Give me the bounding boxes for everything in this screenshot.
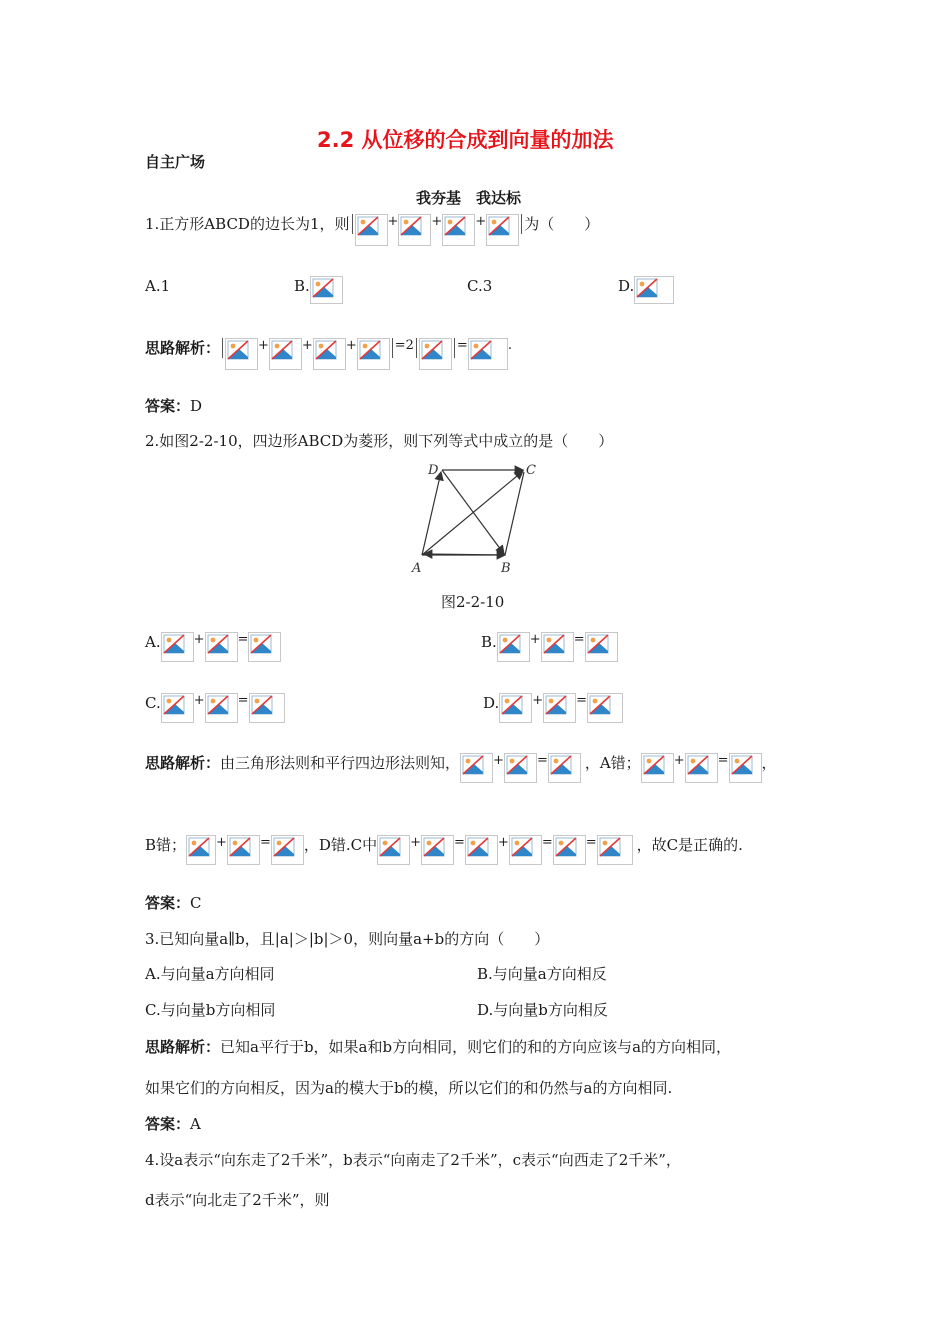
- broken-image-icon: [205, 632, 238, 662]
- figure-caption: 图2-2-10: [441, 593, 505, 611]
- q1-option-b: [294, 276, 343, 304]
- q2-option-c: C. + =: [145, 693, 285, 723]
- q2-answer: [145, 893, 202, 913]
- broken-image-icon: [465, 835, 498, 865]
- q3-option-b: B.与向量a方向相反: [477, 965, 607, 983]
- broken-image-icon: [553, 835, 586, 865]
- abs-bar: [352, 214, 353, 234]
- broken-image-icon: [225, 338, 258, 370]
- answer-value: C: [190, 894, 202, 912]
- broken-image-icon: [269, 338, 302, 370]
- q2-option-b-label: B.: [481, 633, 497, 651]
- broken-image-icon: [729, 753, 762, 783]
- answer-label: 答案：: [145, 397, 191, 415]
- broken-image-icon: [497, 632, 530, 662]
- q1-stem: 1.正方形ABCD的边长为1，则 + + + 为（ ）: [145, 214, 599, 246]
- broken-image-icon: [442, 214, 475, 246]
- q2-b-wrong: B错；: [145, 836, 187, 854]
- q2-option-d-label: D.: [483, 694, 500, 712]
- label-c: C: [526, 463, 536, 478]
- broken-image-icon: [161, 632, 194, 662]
- q4-line1: 4.设a表示“向东走了2千米”，b表示“向南走了2千米”，c表示“向西走了2千米”，: [145, 1151, 681, 1169]
- q3-answer: [145, 1114, 201, 1134]
- abs-bar: [416, 338, 417, 358]
- broken-image-icon: [468, 338, 508, 370]
- label-d: D: [428, 463, 439, 478]
- q1-stem-prefix: 1.正方形ABCD的边长为1，则: [145, 215, 350, 233]
- broken-image-icon: [398, 214, 431, 246]
- broken-image-icon: [205, 693, 238, 723]
- answer-label: 答案：: [145, 1115, 191, 1133]
- analysis-label: 思路解析：: [145, 1038, 221, 1056]
- broken-image-icon: [271, 835, 304, 865]
- q1-option-c: C.3: [467, 277, 493, 295]
- q2-option-d: D. + =: [483, 693, 623, 723]
- label-a: A: [412, 561, 422, 575]
- q2-option-c-label: C.: [145, 694, 161, 712]
- broken-image-icon: [585, 632, 618, 662]
- q3-analysis-text1: 已知a平行于b，如果a和b方向相同，则它们的和的方向应该与a的方向相同，: [220, 1038, 732, 1056]
- analysis-equals-2: =2: [394, 338, 414, 353]
- q3-option-d: D.与向量b方向相反: [477, 1001, 608, 1019]
- section-heading: 自主广场: [145, 153, 206, 171]
- abs-bar: [521, 214, 522, 234]
- q2-d-wrong: ，D错.C中: [303, 836, 378, 854]
- answer-label: 答案：: [145, 894, 191, 912]
- q2-option-a-label: A.: [145, 633, 161, 651]
- q1-analysis: 思路解析： + + + =2 = .: [145, 338, 512, 370]
- q2-analysis-text: 由三角形法则和平行四边形法则知，: [220, 754, 461, 772]
- broken-image-icon: [541, 632, 574, 662]
- broken-image-icon: [419, 338, 452, 370]
- q2-conclusion: ，故C是正确的.: [636, 836, 743, 854]
- answer-value: A: [190, 1115, 201, 1133]
- q1-option-d-label: D.: [618, 277, 635, 295]
- q1-answer: [145, 396, 202, 416]
- q3-stem: 3.已知向量a∥b，且|a|＞|b|＞0，则向量a+b的方向（ ）: [145, 930, 550, 948]
- abs-bar: [222, 338, 223, 358]
- q3-analysis-line2: 如果它们的方向相反，因为a的模大于b的模，所以它们的和仍然与a的方向相同.: [145, 1079, 673, 1097]
- q2-analysis-line1: 思路解析： 由三角形法则和平行四边形法则知， + = ，A错； + = ，: [145, 753, 777, 783]
- broken-image-icon: [587, 693, 623, 723]
- subheading: 我夯基 我达标: [416, 189, 522, 207]
- broken-image-icon: [248, 632, 281, 662]
- q2-option-b: B. + =: [481, 632, 618, 662]
- q2-option-a: A. + =: [145, 632, 281, 662]
- q2-stem: 2.如图2-2-10，四边形ABCD为菱形，则下列等式中成立的是（ ）: [145, 432, 614, 450]
- answer-value: D: [190, 397, 203, 415]
- broken-image-icon: [509, 835, 542, 865]
- broken-image-icon: [504, 753, 537, 783]
- broken-image-icon: [543, 693, 576, 723]
- broken-image-icon: [460, 753, 493, 783]
- rhombus-diagram: [410, 460, 550, 575]
- broken-image-icon: [227, 835, 260, 865]
- broken-image-icon: [186, 835, 216, 865]
- q1-stem-suffix: 为（ ）: [524, 215, 600, 233]
- q1-option-d: [618, 276, 674, 304]
- q2-a-wrong: ，A错；: [584, 754, 641, 772]
- broken-image-icon: [641, 753, 674, 783]
- broken-image-icon: [634, 276, 674, 304]
- broken-image-icon: [486, 214, 519, 246]
- q4-line2: d表示“向北走了2千米”，则: [145, 1191, 330, 1209]
- q2-analysis-line2: B错； + = ，D错.C中 + = + = = ，故C是正确的.: [145, 835, 743, 865]
- broken-image-icon: [249, 693, 285, 723]
- broken-image-icon: [548, 753, 581, 783]
- q3-analysis-line1: [145, 1037, 731, 1057]
- abs-bar: [454, 338, 455, 358]
- edge-ad: [422, 472, 441, 555]
- page-title: 2.2 从位移的合成到向量的加法: [317, 128, 614, 152]
- analysis-label: 思路解析：: [145, 754, 221, 772]
- broken-image-icon: [161, 693, 194, 723]
- broken-image-icon: [597, 835, 633, 865]
- q3-option-a: A.与向量a方向相同: [145, 965, 275, 983]
- broken-image-icon: [357, 338, 390, 370]
- analysis-label: 思路解析：: [145, 339, 221, 357]
- broken-image-icon: [310, 276, 343, 304]
- edge-bc: [505, 472, 524, 555]
- broken-image-icon: [499, 693, 532, 723]
- broken-image-icon: [355, 214, 388, 246]
- broken-image-icon: [685, 753, 718, 783]
- q3-option-c: C.与向量b方向相同: [145, 1001, 276, 1019]
- q1-option-b-label: B.: [294, 277, 310, 295]
- q1-option-a: A.1: [145, 277, 171, 295]
- abs-bar: [392, 338, 393, 358]
- broken-image-icon: [377, 835, 410, 865]
- label-b: B: [501, 561, 511, 575]
- diagonal-db: [442, 470, 504, 554]
- broken-image-icon: [421, 835, 454, 865]
- broken-image-icon: [313, 338, 346, 370]
